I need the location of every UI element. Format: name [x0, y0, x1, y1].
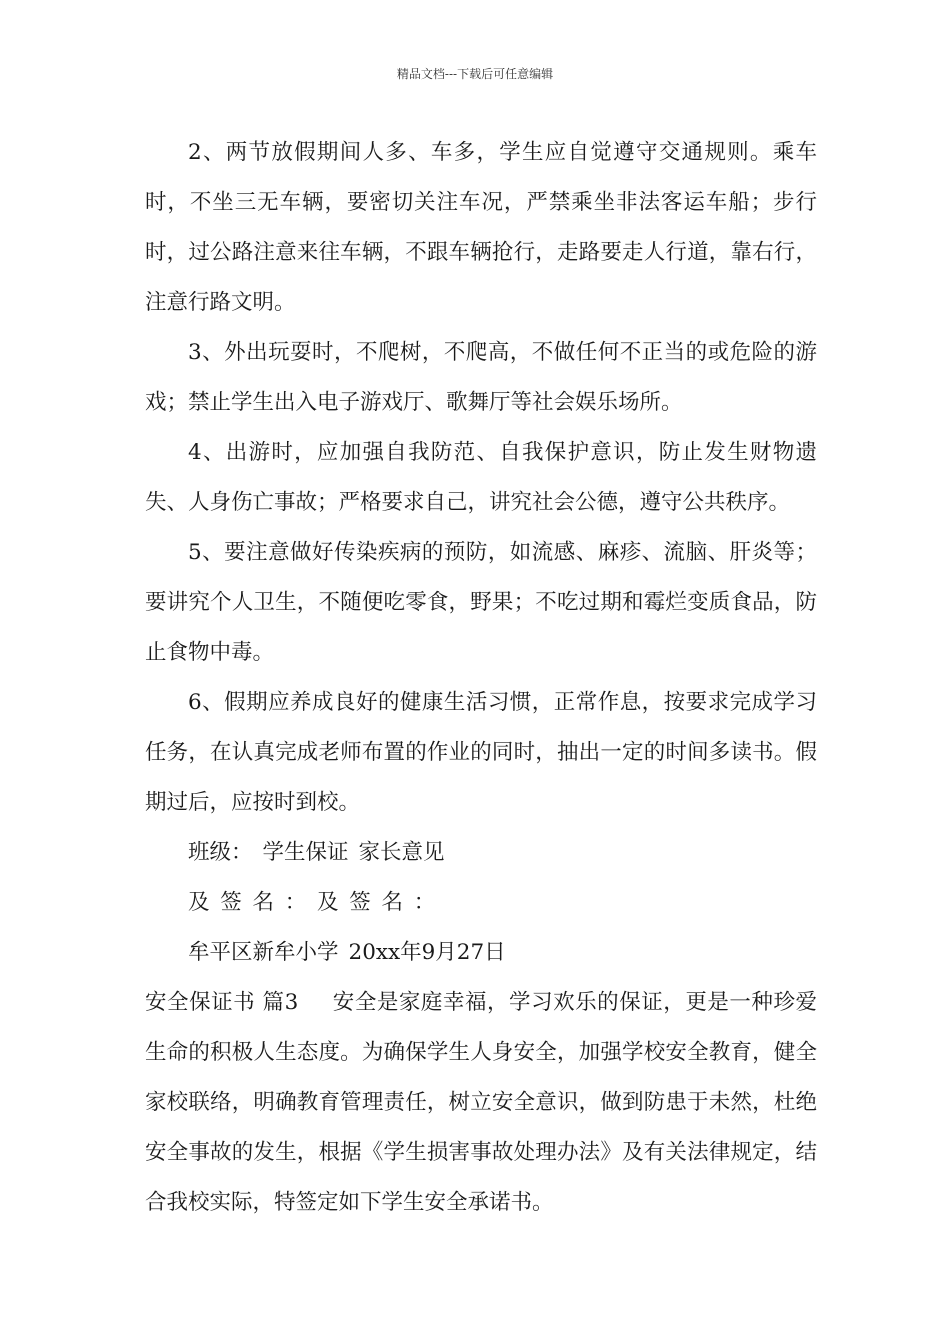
- document-date: 20xx年9月27日: [348, 940, 506, 965]
- section3-body: 安全是家庭幸福，学习欢乐的保证，更是一种珍爱生命的积极人生态度。为确保学生人身安全，加强学校安全教育，健全家校联络，明确教育管理责任，树立安全意识，做到防患于未然，杜绝安全事故的发生，根据《学生损害事故处理办法》及有关法律规定，结合我校实际，特签定如下学生安全承诺书。: [145, 990, 817, 1215]
- signature-labels-line: [145, 828, 817, 878]
- sign-label-1: 及签名：: [188, 890, 318, 915]
- sign-label-2: 及签名：: [317, 890, 447, 915]
- page-header: 精品文档---下载后可任意编辑: [396, 67, 554, 81]
- paragraph-item-4: 4、出游时，应加强自我防范、自我保护意识，防止发生财物遗失、人身伤亡事故；严格要求自己，讲究社会公德，遵守公共秩序。: [145, 440, 817, 515]
- paragraph-item-2: 2、两节放假期间人多、车多，学生应自觉遵守交通规则。乘车时，不坐三无车辆，要密切关注车况，严禁乘坐非法客运车船；步行时，过公路注意来往车辆，不跟车辆抢行，走路要走人行道，靠右行，注意行路文明。: [145, 140, 817, 315]
- parent-opinion-label: 家长意见: [358, 840, 445, 865]
- class-label: 班级：: [188, 840, 253, 865]
- paragraph-item-6: 6、假期应养成良好的健康生活习惯，正常作息，按要求完成学习任务，在认真完成老师布置的作业的同时，抽出一定的时间多读书。假期过后，应按时到校。: [145, 690, 817, 815]
- paragraph-item-3: 3、外出玩耍时，不爬树，不爬高，不做任何不正当的或危险的游戏；禁止学生出入电子游戏厅、歌舞厅等社会娱乐场所。: [145, 340, 817, 415]
- section3-paragraph: [145, 978, 817, 1228]
- school-name: 牟平区新牟小学: [188, 940, 339, 965]
- section3-title: 安全保证书 篇3: [145, 990, 299, 1015]
- signature-sign-line: [145, 878, 817, 928]
- document-body: [145, 128, 817, 1228]
- student-guarantee-label: 学生保证: [262, 840, 349, 865]
- paragraph-item-5: 5、要注意做好传染疾病的预防，如流感、麻疹、流脑、肝炎等；要讲究个人卫生，不随便吃零食，野果；不吃过期和霉烂变质食品，防止食物中毒。: [145, 540, 817, 665]
- school-date-line: [145, 928, 817, 978]
